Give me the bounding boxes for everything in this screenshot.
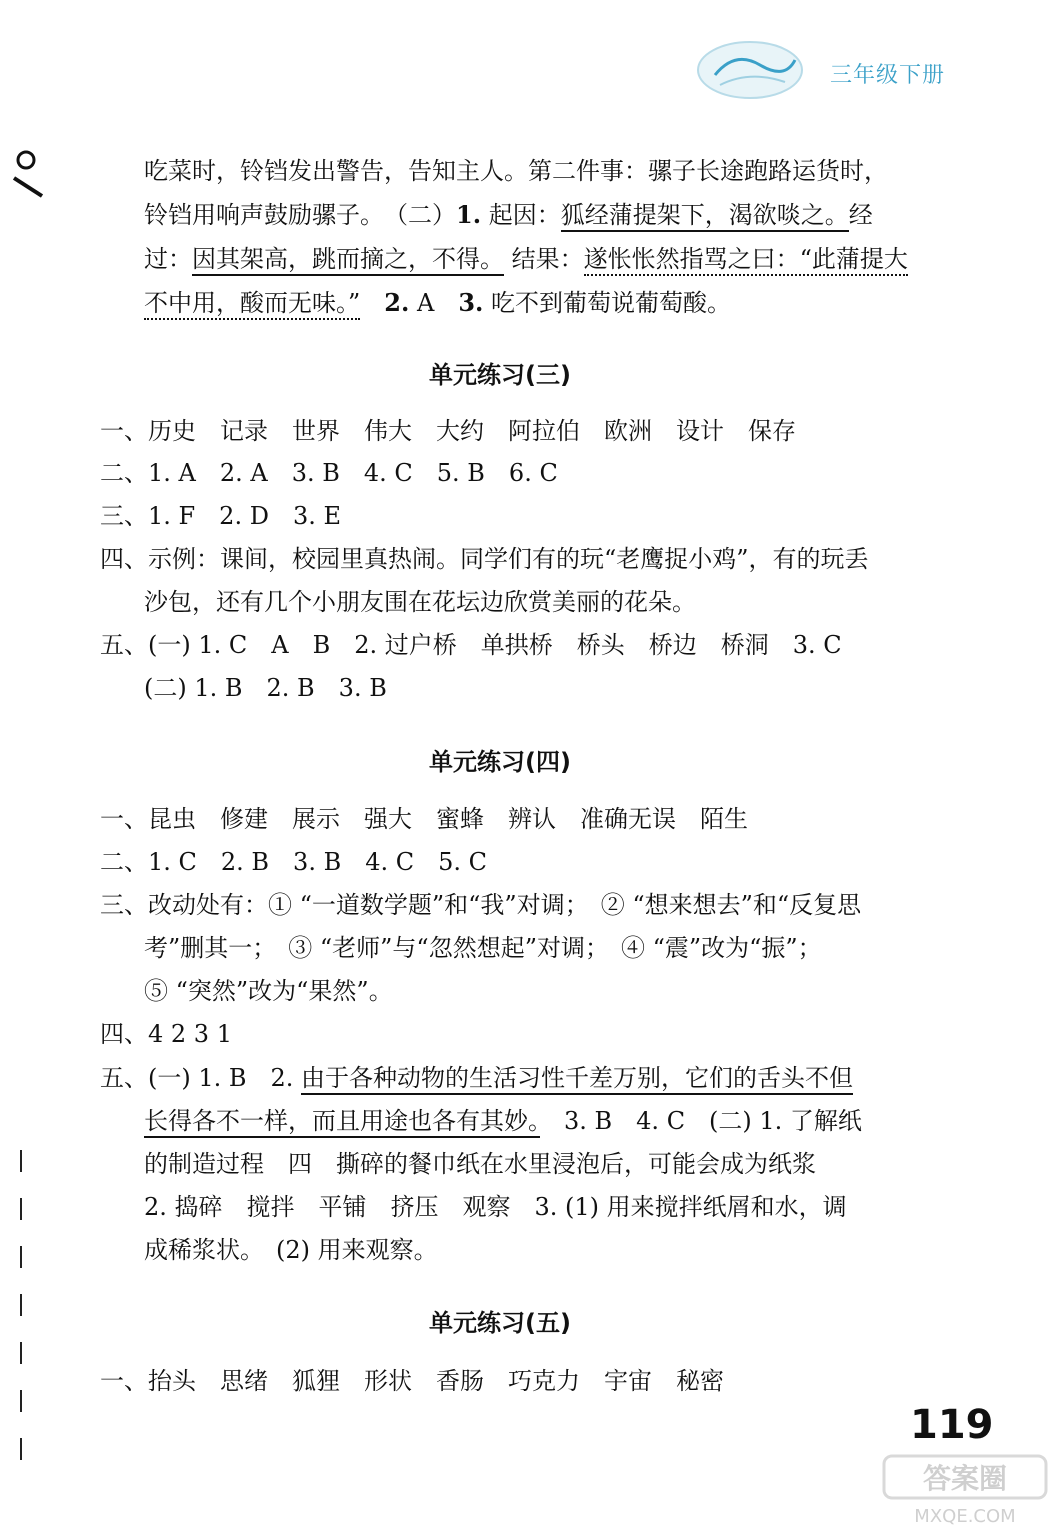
answer-line: 五、(一) 1. C A B 2. 过户桥 单拱桥 桥头 桥边 桥洞 3. C (100, 631, 842, 659)
dotted-result-end: 不中用，酸而无味。” (144, 289, 360, 320)
text-line: 铃铛用响声鼓励骡子。 （二）1. 起因：狐经蒲提架下，渴欲啖之。经 (144, 194, 873, 236)
underlined-process: 因其架高，跳而摘之，不得。 (192, 245, 504, 276)
answer-line: 一、抬头 思绪 狐狸 形状 香肠 巧克力 宇宙 秘密 (100, 1367, 724, 1395)
svg-text:MXQE.COM: MXQE.COM (914, 1506, 1016, 1527)
underlined-cause: 狐经蒲提架下，渴欲啖之。 (561, 201, 849, 232)
answer-line: 二、1. C 2. B 3. B 4. C 5. C (100, 848, 487, 876)
answer-line: 一、历史 记录 世界 伟大 大约 阿拉伯 欧洲 设计 保存 (100, 417, 796, 445)
margin-ticks (18, 1150, 24, 1470)
logo-stamp (690, 30, 810, 110)
answer-line: 考”删其一； ③ “老师”与“忽然想起”对调； ④ “震”改为“振”； (144, 934, 822, 962)
dotted-result: 遂怅怅然指骂之曰：“此蒲提大 (584, 245, 908, 276)
answer-line: (二) 1. B 2. B 3. B (144, 674, 387, 702)
underlined-answer: 由于各种动物的生活习性千差万别，它们的舌头不但 (301, 1064, 853, 1095)
underlined-answer: 长得各不一样，而且用途也各有其妙。 (144, 1107, 540, 1138)
answer-line: 的制造过程 四 撕碎的餐巾纸在水里浸泡后，可能会成为纸浆 (144, 1150, 816, 1178)
section-title: 单元练习(三) (429, 361, 571, 389)
watermark-logo (880, 1450, 1050, 1530)
answer-line: 五、(一) 1. B 2. 由于各种动物的生活习性千差万别，它们的舌头不但 (100, 1057, 853, 1099)
answer-line: 2. 捣碎 搅拌 平铺 挤压 观察 3. (1) 用来搅拌纸屑和水，调 (144, 1193, 847, 1221)
answer-line: ⑤ “突然”改为“果然”。 (144, 977, 393, 1005)
answer-line: 四、4 2 3 1 (100, 1020, 232, 1048)
answer-line: 三、改动处有：① “一道数学题”和“我”对调； ② “想来想去”和“反复思 (100, 891, 862, 919)
section-title: 单元练习(五) (429, 1309, 571, 1337)
answer-line: 四、示例：课间，校园里真热闹。同学们有的玩“老鹰捉小鸡”，有的玩丢 (100, 545, 869, 573)
answer-line: 三、1. F 2. D 3. E (100, 502, 341, 530)
text-line: 不中用，酸而无味。” 2. A 3. 吃不到葡萄说葡萄酸。 (144, 282, 731, 324)
text-line: 吃菜时，铃铛发出警告，告知主人。第二件事：骡子长途跑路运货时， (144, 157, 888, 185)
answer-line: 沙包，还有几个小朋友围在花坛边欣赏美丽的花朵。 (144, 588, 696, 616)
svg-text:答案圈: 答案圈 (922, 1462, 1008, 1495)
section-title: 单元练习(四) (429, 748, 571, 776)
page-number: 119 (910, 1402, 994, 1448)
answer-line: 二、1. A 2. A 3. B 4. C 5. B 6. C (100, 459, 558, 487)
answer-line: 一、昆虫 修建 展示 强大 蜜蜂 辨认 准确无误 陌生 (100, 805, 748, 833)
grade-label: 三年级下册 (830, 63, 946, 88)
answer-line: 长得各不一样，而且用途也各有其妙。 3. B 4. C (二) 1. 了解纸 (144, 1100, 862, 1142)
margin-mark (8, 148, 48, 198)
text-line: 过：因其架高，跳而摘之，不得。 结果：遂怅怅然指骂之曰：“此蒲提大 (144, 238, 908, 280)
answer-line: 成稀浆状。 (2) 用来观察。 (144, 1236, 438, 1264)
